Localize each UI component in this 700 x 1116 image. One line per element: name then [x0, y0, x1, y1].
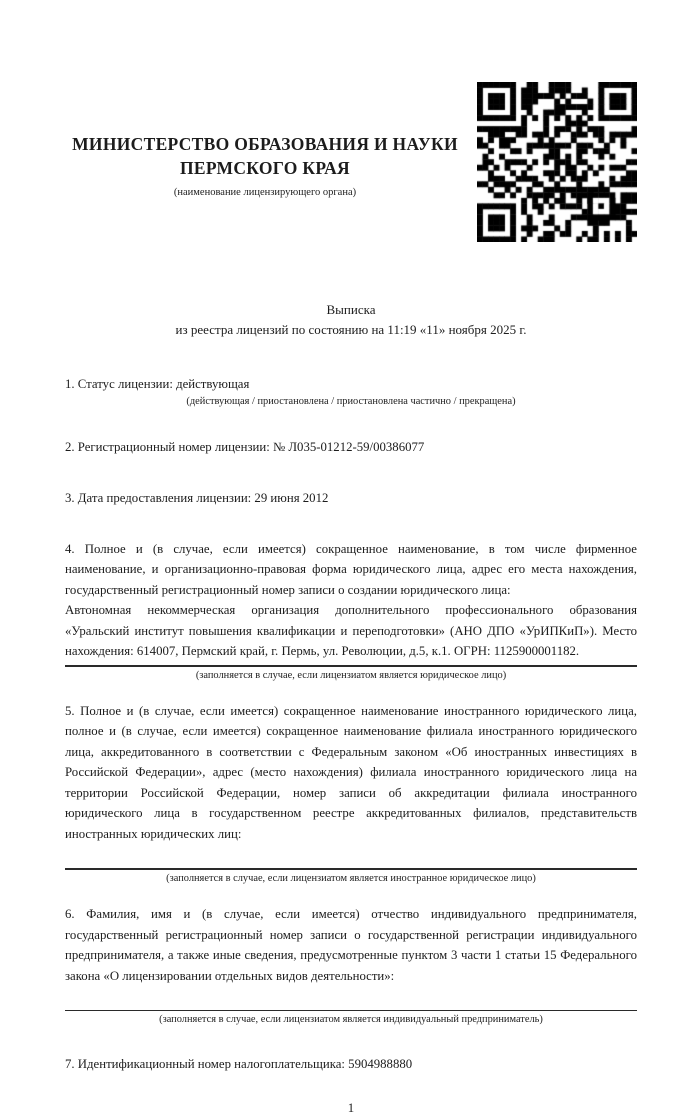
license-status-options-caption: (действующая / приостановлена / приостановлена частично / прекращена): [186, 395, 516, 407]
item-legal-entity-info: [65, 539, 637, 681]
ministry-caption: (наименование лицензирующего органа): [173, 187, 357, 198]
license-status-text: 1. Статус лицензии: действующая: [65, 377, 250, 391]
taxpayer-id-text: 7. Идентификационный номер налогоплательщика: 5904988880: [65, 1057, 413, 1071]
item-license-grant-date: [65, 488, 637, 509]
individual-entrepreneur-label: 6. Фамилия, имя и (в случае, если имеется) отчество индивидуального предпринимателя, государственный регистрационный номер записи о государственной регистрации индивидуального предпринимателя, а также иные сведения, предусмотренные пунктом 3 части 1 статьи 15 Федерального закона «О лицензировании отдельных видов деятельности»:: [65, 907, 637, 983]
fill-line: [65, 1010, 637, 1011]
document-subtitle: из реестра лицензий по состоянию на 11:19 «11» ноября 2025 г.: [175, 322, 527, 337]
individual-entrepreneur-caption: (заполняется в случае, если лицензиатом является индивидуальный предприниматель): [159, 1014, 543, 1025]
item-taxpayer-id: [65, 1054, 637, 1075]
ministry-name-line1: МИНИСТЕРСТВО ОБРАЗОВАНИЯ И НАУКИ: [72, 134, 458, 154]
license-grant-date-text: 3. Дата предоставления лицензии: 29 июня 2012: [65, 491, 329, 505]
foreign-entity-caption: (заполняется в случае, если лицензиатом является иностранное юридическое лицо): [166, 873, 536, 884]
legal-entity-caption: (заполняется в случае, если лицензиатом является юридическое лицо): [195, 669, 507, 681]
licensing-authority-block: [65, 132, 477, 198]
ministry-name-line2: ПЕРМСКОГО КРАЯ: [180, 158, 350, 178]
legal-entity-value: Автономная некоммерческая организация дополнительного профессионального образования «Уральский институт повышения квалификации и переподготовки» (АНО ДПО «УрИПКиП»). Место нахождения: 614007, Пермский край, г. Пермь, ул. Революции, д.5, к.1. ОГРН: 1125900001182.: [65, 603, 637, 658]
document-title-block: [65, 300, 637, 340]
item-license-status: [65, 374, 637, 407]
legal-entity-label: 4. Полное и (в случае, если имеется) сокращенное наименование, в том числе фирменное наименование, и организационно-правовая форма юридического лица, адрес его места нахождения, государственный регистрационный номер записи о создании юридического лица:: [65, 541, 637, 597]
qr-code-canvas: [477, 82, 637, 242]
document-title: Выписка: [326, 302, 376, 317]
foreign-entity-empty-value: [65, 844, 637, 865]
foreign-entity-label: 5. Полное и (в случае, если имеется) сокращенное наименование иностранного юридического лица, полное и (в случае, если имеется) сокращенное наименование филиала иностранного юридического лица, аккредитованного в соответствии с Федеральным законом «Об иностранных инвестициях в Российской Федерации», адрес (место нахождения) филиала иностранного юридического лица на территории Российской Федерации, номер записи об аккредитации филиала иностранного юридического лица в государственном реестре аккредитованных филиалов, представительств иностранных юридических лиц:: [65, 703, 637, 841]
item-individual-entrepreneur-info: [65, 904, 637, 1025]
registration-number-text: 2. Регистрационный номер лицензии: № Л035-01212-59/00386077: [65, 439, 425, 454]
item-registration-number: [65, 437, 637, 458]
fill-line: [65, 868, 637, 870]
fill-line: [65, 665, 637, 667]
page-number: 1: [347, 1100, 355, 1115]
qr-code: [477, 82, 637, 242]
individual-entrepreneur-empty-value: [65, 986, 637, 1007]
document-header: [65, 0, 637, 242]
item-foreign-entity-info: [65, 701, 637, 885]
